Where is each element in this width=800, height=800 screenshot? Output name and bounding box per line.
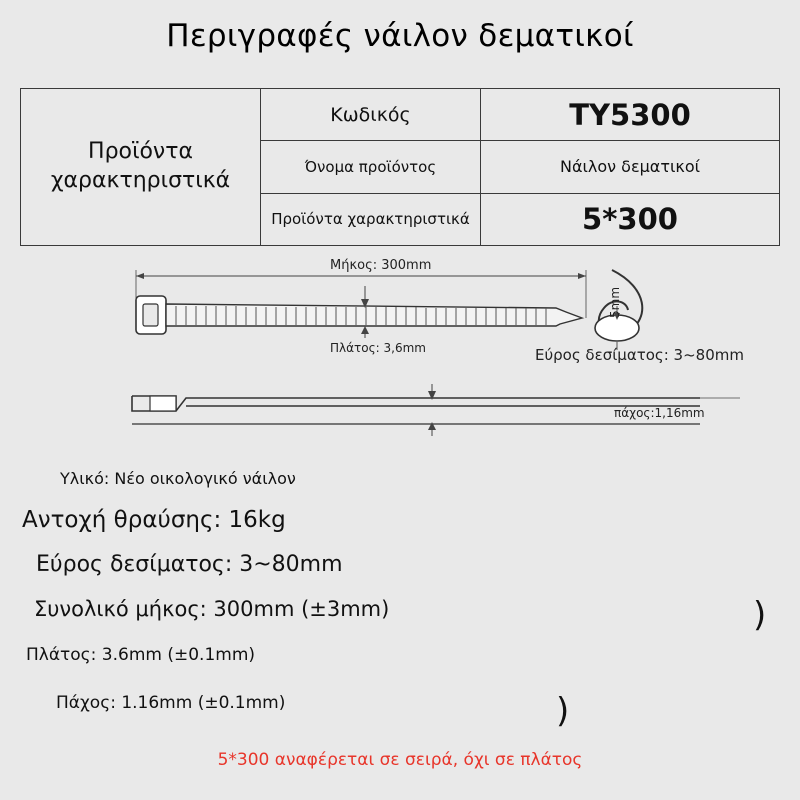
page-title: Περιγραφές νάιλον δεματικοί — [166, 18, 634, 54]
footnote: 5*300 αναφέρεται σε σειρά, όχι σε πλάτος — [217, 750, 583, 770]
stray-paren-2: ) — [556, 691, 570, 731]
table-row — [261, 141, 779, 193]
fact-material: Υλικό: Νέο οικολογικό νάιλον — [60, 469, 296, 488]
length-dimension-label: Μήκος: 300mm — [330, 258, 432, 273]
table-row — [261, 89, 779, 141]
spec-key-feature: Προϊόντα χαρακτηριστικά — [261, 194, 481, 245]
fact-breaking-strength: Αντοχή θραύσης: 16kg — [22, 507, 286, 533]
fact-width: Πλάτος: 3.6mm (±0.1mm) — [26, 645, 256, 665]
spec-table-row-header: Προϊόντα χαρακτηριστικά — [21, 89, 261, 245]
fact-bundle-range: Εύρος δεσίματος: 3~80mm — [36, 552, 343, 577]
spec-key-name: Όνομα προϊόντος — [261, 141, 481, 192]
thickness-dimension-label: πάχος:1,16mm — [614, 406, 705, 420]
spec-table — [20, 88, 780, 246]
spec-key-code: Κωδικός — [261, 89, 481, 140]
spec-value-name: Νάιλον δεματικοί — [559, 157, 701, 177]
head-size-label: 5mm — [608, 286, 622, 318]
spec-table-body — [261, 89, 779, 245]
width-dimension-label: Πλάτος: 3,6mm — [330, 341, 426, 355]
bundle-range-label: Εύρος δεσίματος: 3~80mm — [535, 346, 744, 364]
spec-value-feature: 5*300 — [582, 202, 678, 237]
table-row — [261, 194, 779, 245]
technical-drawing — [0, 246, 800, 461]
fact-thickness: Πάχος: 1.16mm (±0.1mm) — [56, 693, 286, 713]
stray-paren-1: ) — [753, 595, 767, 635]
fact-total-length: Συνολικό μήκος: 300mm (±3mm) — [34, 597, 390, 621]
spec-value-code: TY5300 — [569, 97, 691, 132]
